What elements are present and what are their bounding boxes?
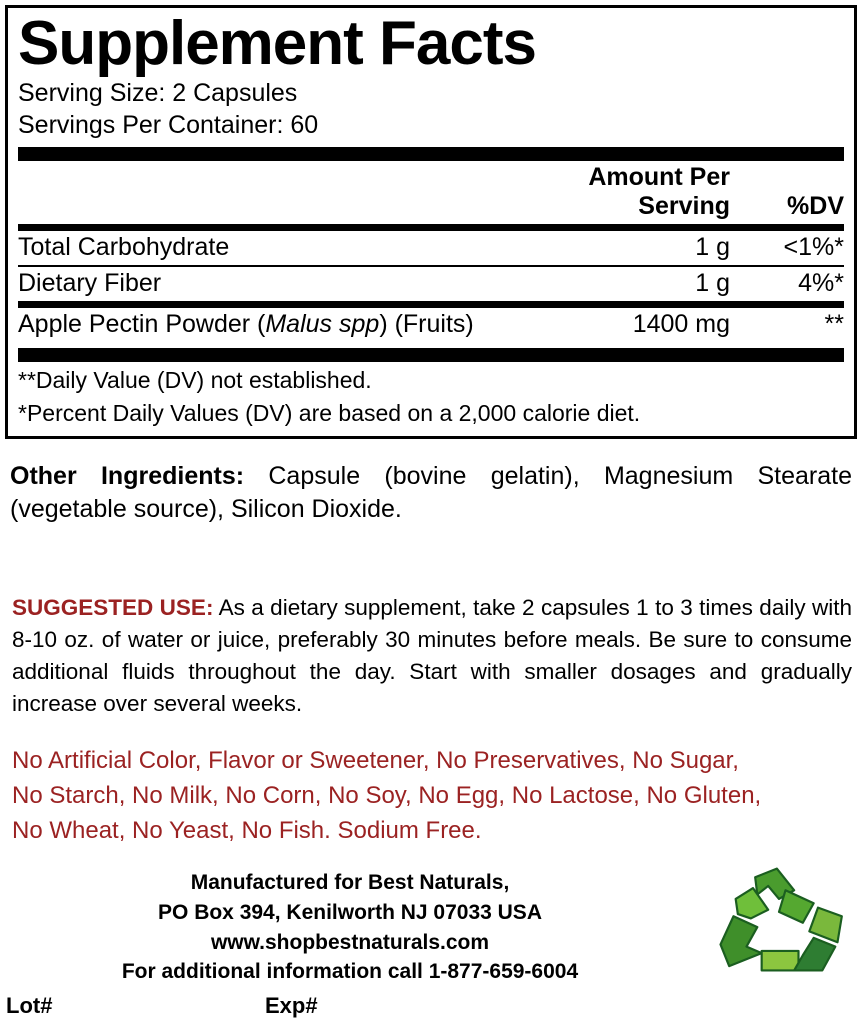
table-row: [18, 267, 844, 301]
row-amount-total-carbohydrate: 1 g: [695, 233, 730, 262]
suggested-use-text: As a dietary supplement, take 2 capsules 1 to 3 times daily with 8-10 oz. of water or juice, preferably 30 minutes before meals. Be sure to consume additional fluids throughout the day. Start with smaller dosages and gradually increase over several weeks.: [12, 595, 853, 716]
servings-per-container: Servings Per Container: 60: [18, 111, 319, 140]
expiry-label: Exp#: [265, 993, 318, 1018]
header-blank: [18, 161, 540, 224]
lot-number-label: Lot#: [6, 993, 53, 1018]
claims-line-3: No Wheat, No Yeast, No Fish. Sodium Free.: [12, 817, 482, 845]
page-title: Supplement Facts: [18, 9, 536, 78]
row-dv-total-carbohydrate: <1%*: [783, 233, 844, 262]
table-row: [18, 231, 844, 265]
recycle-icon: [714, 866, 844, 986]
row-dv-apple-pectin: **: [824, 310, 844, 339]
suggested-use: [12, 592, 852, 720]
serving-size: Serving Size: 2 Capsules: [18, 79, 298, 108]
claims-line-2: No Starch, No Milk, No Corn, No Soy, No Egg, No Lactose, No Gluten,: [12, 782, 762, 810]
supplement-facts-panel: [5, 5, 857, 439]
other-ingredients: [10, 460, 852, 525]
panel-rule-thick-top: [18, 147, 844, 161]
nutrition-table: [18, 161, 844, 224]
manufacturer-website[interactable]: www.shopbestnaturals.com: [210, 930, 490, 954]
row-name-total-carbohydrate: Total Carbohydrate: [18, 233, 230, 262]
claims-line-1: No Artificial Color, Flavor or Sweetener, No Preservatives, No Sugar,: [12, 747, 739, 774]
ingredient-name-post: ) (Fruits): [379, 310, 474, 339]
row-name-apple-pectin: [18, 308, 540, 342]
row-amount-dietary-fiber: 1 g: [695, 269, 730, 298]
row-name-dietary-fiber: Dietary Fiber: [18, 269, 162, 298]
table-row: [18, 308, 844, 342]
manufacturer-info: [0, 868, 700, 987]
manufacturer-address: PO Box 394, Kenilworth NJ 07033 USA: [158, 900, 542, 924]
header-percent-dv: %DV: [787, 192, 844, 221]
suggested-use-label: SUGGESTED USE:: [12, 595, 214, 620]
row-dv-dietary-fiber: 4%*: [798, 269, 844, 298]
other-ingredients-label: Other Ingredients:: [10, 462, 245, 490]
ingredient-name-pre: Apple Pectin Powder (: [18, 310, 266, 339]
header-amount-per-serving: Amount Per Serving: [588, 163, 730, 221]
row-amount-apple-pectin: 1400 mg: [632, 310, 730, 339]
footnote-dv-not-established: **Daily Value (DV) not established.: [18, 367, 372, 394]
nutrient-rows-2: [18, 267, 844, 301]
other-ingredients-text: Capsule (bovine gelatin), Magnesium Stearate (vegetable source), Silicon Dioxide.: [10, 462, 852, 523]
footnote-percent-dv: *Percent Daily Values (DV) are based on a 2,000 calorie diet.: [18, 399, 641, 426]
free-from-claims: [12, 743, 857, 848]
ingredient-latin-name: Malus spp: [265, 310, 380, 339]
panel-rule-thick-bottom: [18, 348, 844, 362]
manufacturer-name: Manufactured for Best Naturals,: [190, 871, 510, 894]
nutrient-rows: [18, 231, 844, 265]
panel-rule-under-header: [18, 224, 844, 231]
ingredient-rows: [18, 308, 844, 342]
manufacturer-phone: For additional information call 1-877-659-6004: [121, 960, 579, 984]
panel-rule-mid: [18, 301, 844, 308]
table-header-row: [18, 161, 844, 224]
